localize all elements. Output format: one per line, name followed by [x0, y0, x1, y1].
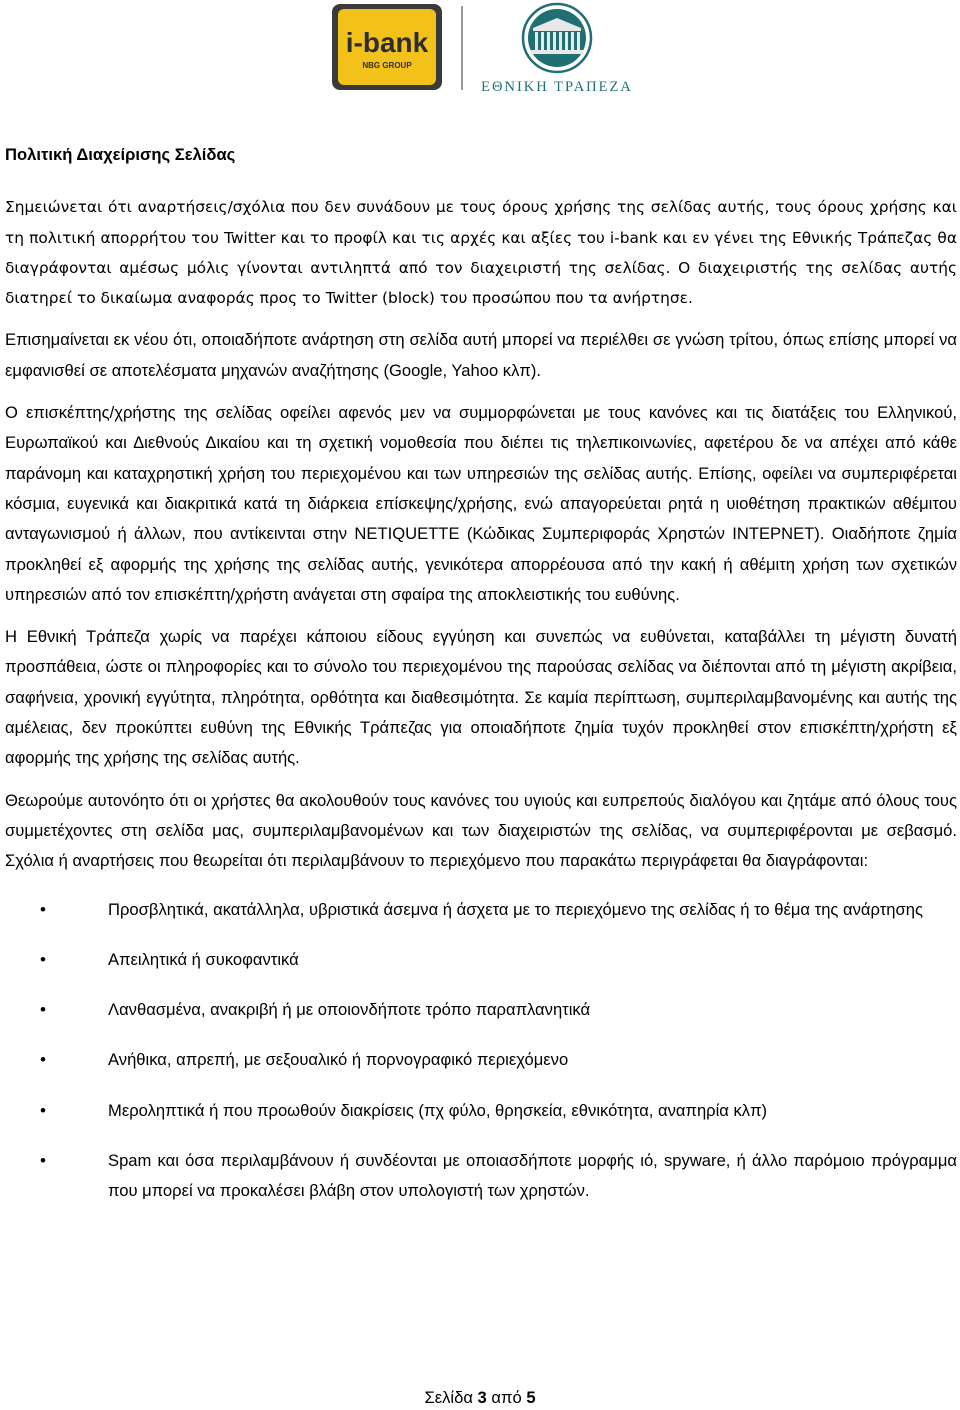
ibank-logo	[332, 4, 442, 90]
page-footer	[0, 1386, 960, 1410]
paragraph-3: Ο επισκέπτης/χρήστης της σελίδας οφείλει αφενός μεν να συμμορφώνεται με τους κανόνες και τις διατάξεις του Ελληνικού, Ευρωπαϊκού και Διεθνούς Δικαίου και τη σχετική νομοθεσία που διέπει τις τηλεπικοινωνίες, αφετέρου δε να απέχει από κάθε παράνομη και καταχρηστική χρήση του περιεχομένου και των υπηρεσιών της σελίδας αυτής. Επίσης, οφείλει να συμπεριφέρεται κόσμια, ευγενικά και διακριτικά κατά τη διάρκεια επίσκεψης/χρήσης, ενώ απαγορεύεται ρητά η υιοθέτηση πρακτικών αθέμιτου ανταγωνισμού ή άλλων, που αντίκεινται στην NETIQUETTE (Κώδικας Συμπεριφοράς Χρηστών ΙΝΤΕΡΝΕΤ). Οιαδήποτε ζημία προκληθεί εξ αφορμής της χρήσης της σελίδας αυτής, γενικότερα απορρέουσα από την κακή ή αθέμιτη χρήση των σχετικών υπηρεσιών από τον επισκέπτη/χρήστη ανάγεται στη σφαίρα της αποκλειστικής του ευθύνης.	[5, 403, 957, 604]
bullet-icon: •	[40, 899, 46, 919]
list-item-text: Spam και όσα περιλαμβάνουν ή συνδέονται με οποιασδήποτε μορφής ιό, spyware, ή άλλο παρόμοιο πρόγραμμα που μπορεί να προκαλέσει βλάβη στον υπολογιστή των χρηστών.	[108, 1151, 957, 1201]
list-item	[5, 1096, 957, 1126]
document-title: Πολιτική Διαχείρισης Σελίδας	[5, 145, 236, 164]
page-label: Σελίδα	[424, 1388, 473, 1407]
list-item-text: Λανθασμένα, ανακριβή ή με οποιονδήποτε τρόπο παραπλανητικά	[108, 1000, 591, 1020]
list-item-text: Ανήθικα, απρεπή, με σεξουαλικό ή πορνογραφικό περιεχόμενο	[108, 1050, 569, 1070]
paragraph-2: Επισημαίνεται εκ νέου ότι, οποιαδήποτε ανάρτηση στη σελίδα αυτή μπορεί να περιέλθει σε γνώση τρίτου, όπως επίσης μπορεί να εμφανισθεί σε αποτελέσματα μηχανών αναζήτησης (Google, Yahoo κλπ).	[5, 330, 957, 380]
paragraph-5: Θεωρούμε αυτονόητο ότι οι χρήστες θα ακολουθούν τους κανόνες του υγιούς και ευπρεπούς διαλόγου και ζητάμε από όλους τους συμμετέχοντες στη σελίδα μας, συμπεριλαμβανομένων και των διαχειριστών της σελίδας, να συμπεριφέρονται με σεβασμό. Σχόλια ή αναρτήσεις που θεωρείται ότι περιλαμβάνουν το περιεχόμενο που παρακάτω περιγράφεται θα διαγράφονται:	[5, 790, 957, 871]
paragraph-1: Σημειώνεται ότι αναρτήσεις/σχόλια που δεν συνάδουν με τους όρους χρήσης της σελίδας αυτής, τους όρους χρήσης και τη πολιτική απορρήτου του Twitter και το προφίλ και τις αρχές και αξίες του i-bank και εν γένει της Εθνικής Τράπεζας θα διαγράφονται αμέσως μόλις γίνονται αντιληπτά από τον διαχειριστή της σελίδας. Ο διαχειριστής της σελίδας αυτής διατηρεί το δικαίωμα αναφοράς προς το Twitter (block) του προσώπου που τα ανήρτησε.	[5, 198, 957, 308]
bullet-icon: •	[40, 1151, 46, 1171]
list-item-text: Απειλητικά ή συκοφαντικά	[108, 949, 299, 969]
list-item-text: Προσβλητικά, ακατάλληλα, υβριστικά άσεμνα ή άσχετα με το περιεχόμενο της σελίδας ή το θέμα της ανάρτησης	[108, 899, 923, 919]
document-body	[5, 140, 957, 1227]
paragraph-4: Η Εθνική Τράπεζα χωρίς να παρέχει κάποιου είδους εγγύηση και συνεπώς να ευθύνεται, καταβάλλει τη μέγιστη δυνατή προσπάθεια, ώστε οι πληροφορίες και το σύνολο του περιεχομένου της παρούσας σελίδας να διέπονται από τη μέγιστη ακρίβεια, σαφήνεια, χρονική εγγύτητα, πληρότητα, ορθότητα και διαθεσιμότητα. Σε καμία περίπτωση, συμπεριλαμβανομένης και αυτής της αμέλειας, δεν προκύπτει ευθύνη της Εθνικής Τράπεζας για οποιαδήποτε ζημία τυχόν προκληθεί στον επισκέπτη/χρήστη εξ αφορμής της χρήσης της σελίδας αυτής.	[5, 627, 957, 768]
bullet-icon: •	[40, 1050, 46, 1070]
page-total: 5	[526, 1388, 536, 1407]
page-header	[0, 0, 960, 100]
bullet-icon: •	[40, 1000, 46, 1020]
of-label: από	[491, 1388, 522, 1407]
ibank-logo-text: i-bank	[345, 27, 429, 58]
list-item	[5, 945, 957, 975]
ibank-logo-subtext: NBG GROUP	[362, 61, 412, 70]
nbg-logo-text: ΕΘΝΙΚΗ ΤΡΑΠΕΖΑ	[481, 79, 633, 95]
deletion-criteria-list	[5, 895, 957, 1207]
list-item	[5, 1045, 957, 1075]
bullet-icon: •	[40, 949, 46, 969]
nbg-logo	[473, 2, 641, 96]
list-item	[5, 1146, 957, 1207]
list-item	[5, 895, 957, 925]
list-item-text: Μεροληπτικά ή που προωθούν διακρίσεις (πχ φύλο, θρησκεία, εθνικότητα, αναπηρία κλπ)	[108, 1100, 768, 1120]
logo-divider	[461, 6, 463, 90]
bullet-icon: •	[40, 1100, 46, 1120]
list-item	[5, 995, 957, 1025]
page-number: 3	[477, 1388, 487, 1407]
